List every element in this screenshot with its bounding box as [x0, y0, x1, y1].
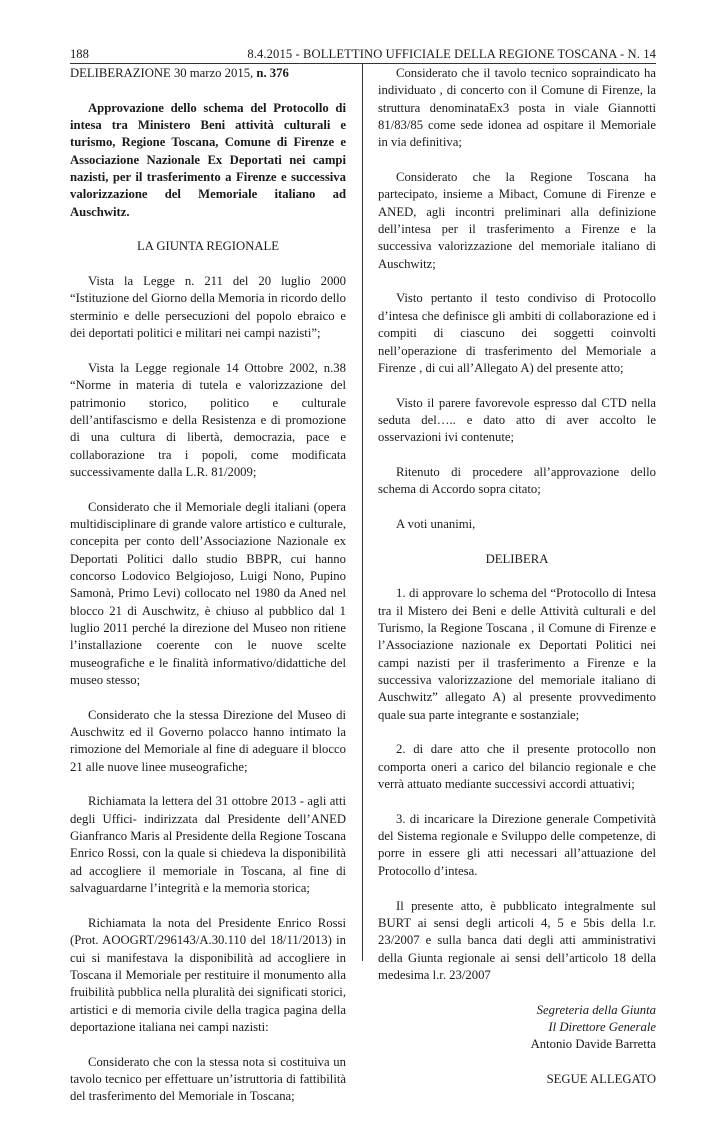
- page-number: 188: [70, 47, 89, 61]
- segue-allegato: SEGUE ALLEGATO: [546, 1071, 656, 1086]
- paragraph-nota-presidente: Richiamata la nota del Presidente Enrico Rossi (Prot. AOOGRT/296143/A.30.110 del 18/11/2013) in cui si manifestava la disponibilità ad accogliere in Toscana il Memoriale per restituire il monumento alla fruibilità pubblica nella pluralità dei significati storici, artistici e di memoria civile della tragica pagina della deportazione italiana nei campi nazisti:: [70, 915, 346, 1034]
- paragraph-legge-211: Vista la Legge n. 211 del 20 luglio 2000 “Istituzione del Giorno della Memoria in ricordo dello sterminio e delle persecuzioni del popolo ebraico e dei deportati politici e militari nei campi nazisti”;: [70, 274, 346, 341]
- paragraph-lettera-aned: Richiamata la lettera del 31 ottobre 2013 - agli atti degli Uffici- indirizzata dal Presidente dell’ANED Gianfranco Maris al Presidente della Regione Toscana Enrico Rossi, con la quale si chiedeva la disponibilità ad accogliere il memoriale in Toscana, al fine di salvaguardarne l’integrità e la memoria storica;: [70, 794, 346, 896]
- giunta-heading: LA GIUNTA REGIONALE: [136, 239, 280, 254]
- deliberazione-date: DELIBERAZIONE 30 marzo 2015,: [70, 66, 257, 80]
- paragraph-voti: A voti unanimi,: [396, 516, 476, 531]
- header-rule: [70, 63, 656, 64]
- left-column: [70, 65, 346, 1123]
- paragraph-pubblicazione: Il presente atto, è pubblicato integralmente sul BURT ai sensi degli articoli 4, 5 e 5bis della l.r. 23/2007 e sulla banca dati degli atti amministrativi della Giunta regionale ai sensi dell’articolo 18 della medesima l.r. 23/2007: [378, 898, 656, 982]
- paragraph-testo-protocollo: Visto pertanto il testo condiviso di Protocollo d’intesa che definisce gli ambiti di collaborazione ed i compiti di ciascuno dei soggetti coinvolti nell’operazione di trasferimento del Memoriale a Firenze , di cui all’Allegato A) del presente atto;: [378, 291, 656, 375]
- delibera-point-2: 2. di dare atto che il presente protocollo non comporta oneri a carico del bilancio regionale e che verrà attuato mediante successivi accordi attuativi;: [378, 742, 656, 792]
- paragraph-lr-38: Vista la Legge regionale 14 Ottobre 2002, n.38 “Norme in materia di tutela e valorizzazione del patrimonio storico, politico e culturale dell’antifascismo e della Resistenza e di promozione di una cultura di libertà, democrazia, pace e collaborazione tra i popoli, come modificata successivamente dalla L.R. 81/2009;: [70, 360, 346, 479]
- delibera-point-3: 3. di incaricare la Direzione generale Competività del Sistema regionale e Sviluppo delle competenze, di porre in essere gli atti necessari all’attuazione del Protocollo d’intesa.: [378, 811, 656, 878]
- paragraph-partecipazione: Considerato che la Regione Toscana ha partecipato, insieme a Mibact, Comune di Firenze e ANED, agli incontri preliminari alla definizione dell’intesa per il trasferimento a Firenze e la successiva valorizzazione del memoriale italiano di Auschwitz;: [378, 170, 656, 271]
- paragraph-sede-ex3: Considerato che il tavolo tecnico sopraindicato ha individuato , di concerto con il Comune di Firenze, la struttura denominataEx3 posta in viale Giannotti 81/83/85 come sede idonea ad ospitare il Memoriale in via definitiva;: [378, 66, 656, 150]
- delibera-point-1: 1. di approvare lo schema del “Protocollo di Intesa tra il Mistero dei Beni e delle Attività culturali e del Turismo, la Regione Toscana , il Comune di Firenze e l’Associazione nazionale ex Deportati Politici nei campi nazisti per il trasferimento a Firenze e la successiva valorizzazione del memoriale italiano di Auschwitz” allegato A) al presente provvedimento quale sua parte integrante e sostanziale;: [378, 586, 656, 722]
- column-divider: [362, 63, 363, 961]
- paragraph-tavolo-tecnico: Considerato che con la stessa nota si costituiva un tavolo tecnico per effettuare un’istruttoria di fattibilità del trasferimento del Memoriale in Toscana;: [70, 1054, 346, 1104]
- paragraph-memoriale: Considerato che il Memoriale degli italiani (opera multidisciplinare di grande valore artistico e culturale, concepita per conto dell’Associazione Nazionale ex Deportati Politici dallo studio BBPR, cui hanno concorso Lodovico Belgiojoso, Luigi Nono, Pupino Samonà, Primo Levi) collocato nel 1980 da Aned nel blocco 21 di Auschwitz, è chiuso al pubblico dal 1 luglio 2011 perché la direzione del Museo non ritiene l’installazione coerente con le nuove scelte museografiche e le finalità informativo/didattiche del museo stesso;: [70, 499, 346, 688]
- paragraph-ritenuto: Ritenuto di procedere all’approvazione dello schema di Accordo sopra citato;: [378, 464, 656, 497]
- deliberazione-subject: Approvazione dello schema del Protocollo di intesa tra Ministero Beni attività culturali e turismo, Regione Toscana, Comune di Firenze e Associazione Nazionale Ex Deportati nei campi nazisti, per il trasferimento a Firenze e successiva valorizzazione del Memoriale italiano ad Auschwitz.: [70, 100, 346, 219]
- delibera-heading: DELIBERA: [485, 551, 549, 566]
- running-header: [70, 46, 656, 62]
- signature-segreteria: Segreteria della Giunta: [536, 1002, 656, 1017]
- paragraph-rimozione: Considerato che la stessa Direzione del Museo di Auschwitz ed il Governo polacco hanno intimato la rimozione del Memoriale al fine di adeguare il blocco 21 alle nuove linee museografiche;: [70, 707, 346, 774]
- bulletin-title: 8.4.2015 - BOLLETTINO UFFICIALE DELLA REGIONE TOSCANA - N. 14: [247, 47, 656, 61]
- signature-name: Antonio Davide Barretta: [530, 1037, 656, 1052]
- deliberazione-heading: [70, 65, 346, 82]
- right-column: [378, 65, 656, 1106]
- paragraph-parere-ctd: Visto il parere favorevole espresso dal CTD nella seduta del….. e dato atto di aver accolto le osservazioni ivi contenute;: [378, 395, 656, 445]
- deliberazione-number: n. 376: [256, 66, 289, 80]
- signature-role: Il Direttore Generale: [548, 1019, 656, 1034]
